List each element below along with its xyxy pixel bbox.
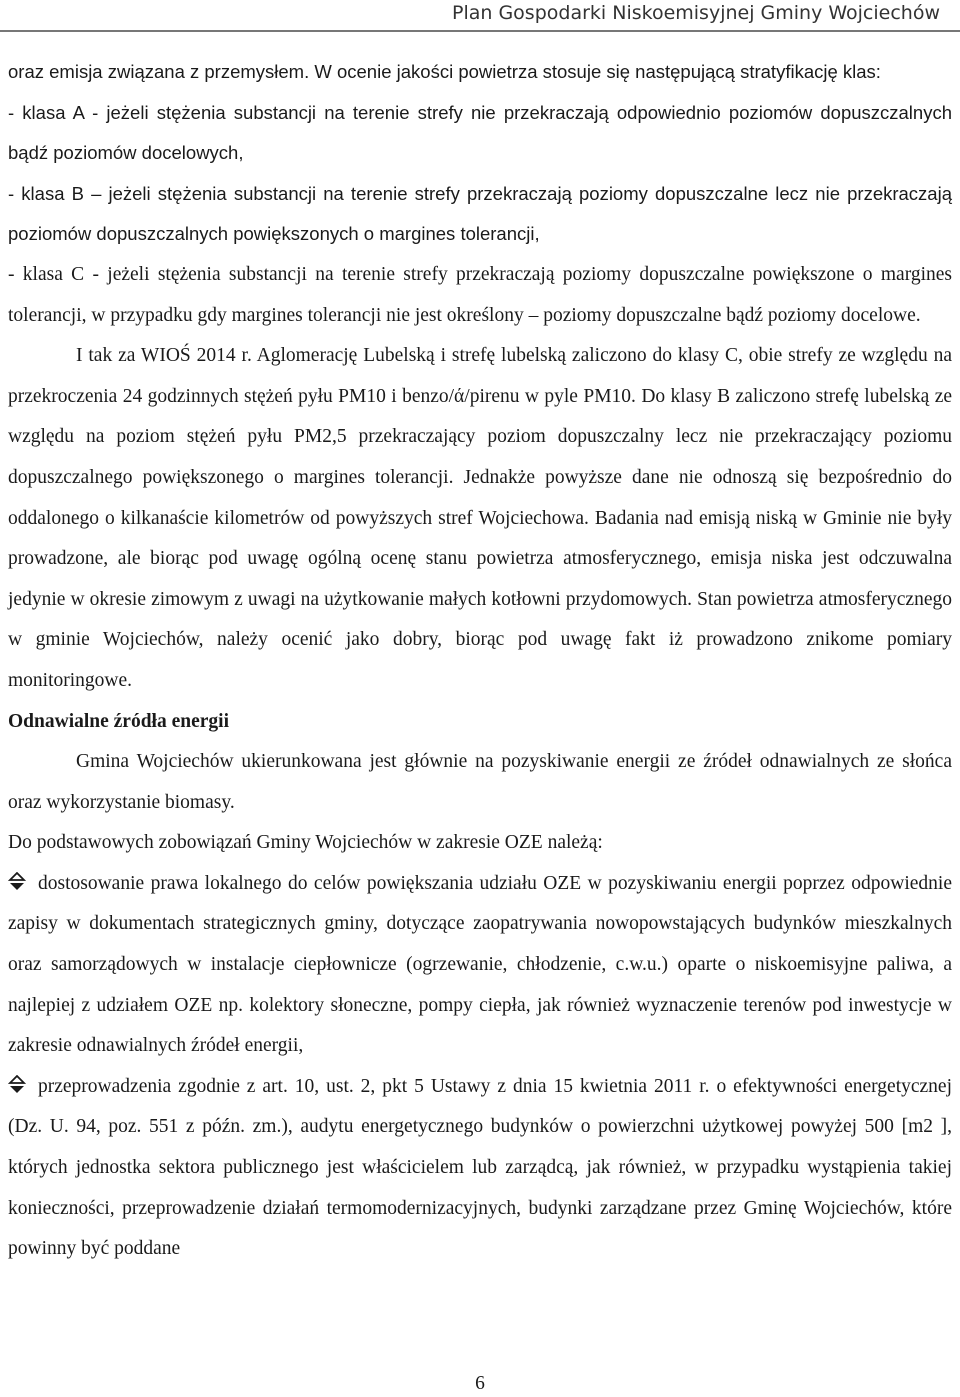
header-rule (0, 30, 960, 32)
bullet-item-local-law (8, 864, 952, 1067)
double-triangle-bullet-icon (8, 872, 26, 892)
class-a-definition: - klasa A - jeżeli stężenia substancji na terenie strefy nie przekraczają odpowiednio poziomów dopuszczalnych bądź poziomów docelowych, (8, 101, 952, 164)
renewables-paragraph: Gmina Wojciechów ukierunkowana jest głównie na pozyskiwanie energii ze źródeł odnawialnych ze słońca oraz wykorzystanie biomasy. (8, 751, 952, 813)
double-triangle-bullet-icon (8, 1075, 26, 1095)
class-b-definition: - klasa B – jeżeli stężenia substancji na terenie strefy przekraczają poziomy dopuszczalne lecz nie przekraczają poziomów dopuszczalnych powiększonych o margines tolerancji, (8, 182, 952, 245)
obligations-intro: Do podstawowych zobowiązań Gminy Wojciechów w zakresie OZE należą: (8, 832, 603, 854)
bullet-text: dostosowanie prawa lokalnego do celów powiększania udziału OZE w pozyskiwaniu energii poprzez odpowiednie zapisy w dokumentach strategicznych gminy, dotyczące zaopatrywania nowopowstających budynków mieszkalnych oraz samorządowych w instalacje ciepłownicze (ogrzewanie, chłodzenie, c.w.u.) oparte o niskoemisyjne paliwa, a najlepiej z udziałem OZE np. kolektory słoneczne, pompy ciepła, jak również wyznaczenie terenów pod inwestycje w zakresie odnawialnych źródeł energii, (8, 872, 952, 1057)
page-body (8, 52, 952, 1270)
running-header: Plan Gospodarki Niskoemisyjnej Gminy Wojciechów (452, 2, 940, 24)
classification-intro: oraz emisja związana z przemysłem. W ocenie jakości powietrza stosuje się następującą stratyfikację klas: (8, 61, 881, 82)
class-c-definition: - klasa C - jeżeli stężenia substancji na terenie strefy przekraczają poziomy dopuszczalne powiększone o margines tolerancji, w przypadku gdy margines tolerancji nie jest określony – poziomy dopuszczalne bądź poziomy docelowe. (8, 263, 952, 326)
bullet-text: przeprowadzenia zgodnie z art. 10, ust. 2, pkt 5 Ustawy z dnia 15 kwietnia 2011 r. o efektywności energetycznej (Dz. U. 94, poz. 551 z późn. zm.), audytu energetycznego budynków o powierzchni użytkowej powyżej 500 [m2 ], których jednostka sektora publicznego jest właścicielem lub zarządcą, jak również, w przypadku wystąpienia takiej konieczności, przeprowadzenie działań termomodernizacyjnych, budynki zarządzane przez Gminę Wojciechów, które powinny być poddane (8, 1075, 952, 1260)
page-number: 6 (475, 1373, 485, 1394)
air-quality-paragraph: I tak za WIOŚ 2014 r. Aglomerację Lubelską i strefę lubelską zaliczono do klasy C, obie strefy ze względu na przekroczenia 24 godzinnych stężeń pyłu PM10 i benzo/ά/pirenu w pyle PM10. Do klasy B zaliczono strefę lubelską ze względu na poziom stężeń pyłu PM2,5 przekraczający poziom dopuszczalny lecz nie przekraczający poziomu dopuszczalnego powiększonego o margines tolerancji. Jednakże powyższe dane nie odnoszą się bezpośrednio do oddalonego o kilkanaście kilometrów od powyższych stref Wojciechowa. Badania nad emisją niską w Gminie nie były prowadzone, ale biorąc pod uwagę ogólną ocenę stanu powietrza atmosferycznego, emisja niska jest odczuwalna jedynie w okresie zimowym z uwagi na użytkowanie małych kotłowni przydomowych. Stan powietrza atmosferycznego w gminie Wojciechów, należy ocenić jako dobry, biorąc pod uwagę fakt iż prowadzono znikome pomiary monitoringowe. (8, 345, 952, 691)
renewables-heading: Odnawialne źródła energii (8, 710, 229, 732)
bullet-item-energy-audit (8, 1067, 952, 1270)
